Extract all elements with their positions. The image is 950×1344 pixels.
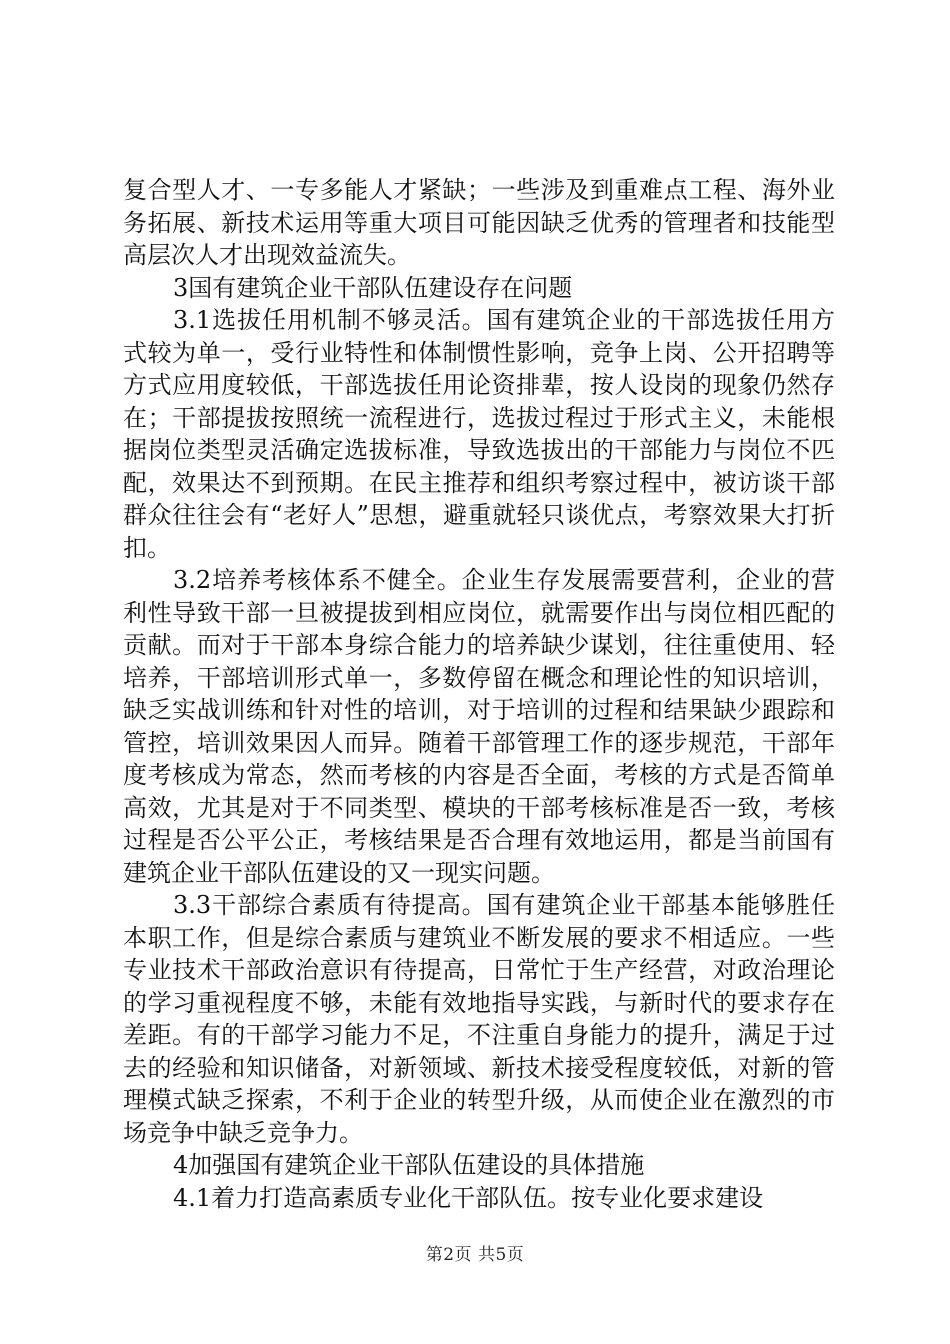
paragraph-3-1: 3.1选拔任用机制不够灵活。国有建筑企业的干部选拔任用方式较为单一，受行业特性和体制惯性影响，竞争上岗、公开招聘等方式应用度较低，干部选拔任用论资排辈，按人设岗的现象仍然存在；干部提拔按照统一流程进行，选拔过程过于形式主义，未能根据岗位类型灵活确定选拔标准，导致选拔出的干部能力与岗位不匹配，效果达不到预期。在民主推荐和组织考察过程中，被访谈干部群众往往会有“老好人”思想，避重就轻只谈优点，考察效果大打折扣。 bbox=[123, 306, 835, 562]
section-heading-4: 4加强国有建筑企业干部队伍建设的具体措施 bbox=[173, 1151, 645, 1179]
paragraph-3-3: 3.3干部综合素质有待提高。国有建筑企业干部基本能够胜任本职工作，但是综合素质与建筑业不断发展的要求不相适应。一些专业技术干部政治意识有待提高，日常忙于生产经营，对政治理论的学习重视程度不够，未能有效地指导实践，与新时代的要求存在差距。有的干部学习能力不足，不注重自身能力的提升，满足于过去的经验和知识储备，对新领域、新技术接受程度较低，对新的管理模式缺乏探索，不利于企业的转型升级，从而使企业在激烈的市场竞争中缺乏竞争力。 bbox=[123, 891, 835, 1147]
section-heading-3: 3国有建筑企业干部队伍建设存在问题 bbox=[173, 273, 573, 302]
paragraph-3-2: 3.2培养考核体系不健全。企业生存发展需要营利，企业的营利性导致干部一旦被提拔到相应岗位，就需要作出与岗位相匹配的贡献。而对于干部本身综合能力的培养缺少谋划，往往重使用、轻培养，干部培训形式单一，多数停留在概念和理论性的知识培训，缺乏实战训练和针对性的培训，对于培训的过程和结果缺少跟踪和管控，培训效果因人而异。随着干部管理工作的逐步规范，干部年度考核成为常态，然而考核的内容是否全面，考核的方式是否简单高效，尤其是对于不同类型、模块的干部考核标准是否一致，考核过程是否公平公正，考核结果是否合理有效地运用，都是当前国有建筑企业干部队伍建设的又一现实问题。 bbox=[123, 566, 835, 887]
page-footer: 第2页 共5页 bbox=[425, 1245, 525, 1265]
document-body bbox=[123, 174, 835, 1214]
paragraph-4-1: 4.1着力打造高素质专业化干部队伍。按专业化要求建设 bbox=[173, 1183, 764, 1212]
paragraph-1: 复合型人才、一专多能人才紧缺；一些涉及到重难点工程、海外业务拓展、新技术运用等重大项目可能因缺乏优秀的管理者和技能型高层次人才出现效益流失。 bbox=[123, 176, 835, 269]
